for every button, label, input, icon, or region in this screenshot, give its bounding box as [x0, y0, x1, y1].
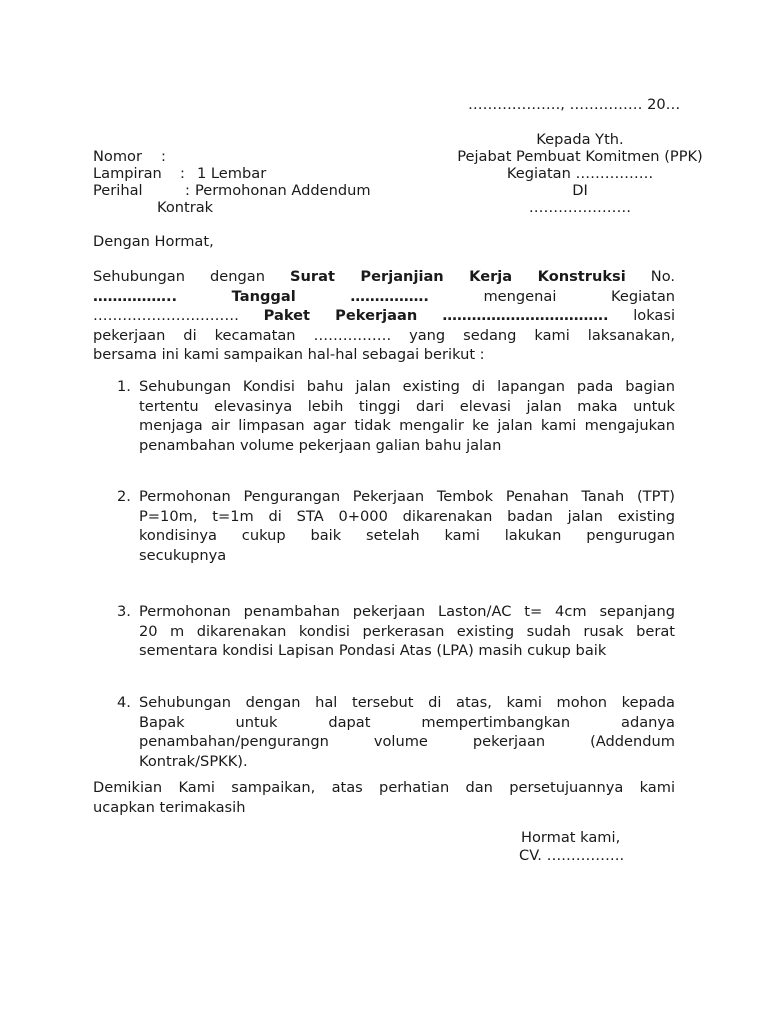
list-item-line: Sehubungan dengan hal tersebut di atas, kami mohon kepada	[139, 694, 675, 711]
list-item-line: 20 m dikarenakan kondisi perkerasan existing sudah rusak berat	[139, 622, 675, 640]
nomor-label: Nomor	[93, 148, 142, 165]
salutation: Dengan Hormat,	[93, 233, 214, 250]
list-item-line: Bapak untuk dapat mempertimbangkan adanya	[139, 713, 675, 731]
lampiran-separator: :	[180, 165, 185, 182]
list-item-line: P=10m, t=1m di STA 0+000 dikarenakan badan jalan existing	[139, 507, 675, 525]
list-item-line: penambahan/pengurangn volume pekerjaan (Addendum	[139, 733, 675, 751]
list-item-line: secukupnya	[139, 546, 227, 564]
signature-greeting: Hormat kami,	[521, 829, 621, 846]
intro-line-1: Sehubungan dengan Surat Perjanjian Kerja Konstruksi No.	[93, 268, 676, 285]
lampiran-label: Lampiran	[93, 165, 162, 182]
list-item-line: tertentu elevasinya lebih tinggi dari elevasi jalan maka untuk	[139, 397, 675, 415]
list-item-line: Kontrak/SPKK).	[139, 752, 248, 770]
list-item-number: 4.	[117, 694, 131, 711]
list-item-line: Permohonan Pengurangan Pekerjaan Tembok Penahan Tanah (TPT)	[139, 488, 675, 505]
recipient-greeting: Kepada Yth.	[536, 131, 624, 148]
intro-line-4: pekerjaan di kecamatan ……………. yang sedang kami laksanakan,	[93, 326, 675, 344]
perihal-label: Perihal	[93, 182, 143, 199]
nomor-separator: :	[161, 148, 166, 165]
list-item-line: Sehubungan Kondisi bahu jalan existing di lapangan pada bagian	[139, 378, 675, 395]
perihal-separator: :	[185, 182, 190, 199]
list-item-line: kondisinya cukup baik setelah kami lakukan pengurugan	[139, 527, 675, 545]
intro-line-5: bersama ini kami sampaikan hal-hal sebagai berikut :	[93, 346, 485, 364]
recipient-di: DI	[572, 182, 588, 199]
closing-paragraph	[93, 778, 675, 817]
date-line: ………………., …………… 20…	[468, 96, 681, 113]
recipient-location: …………………	[528, 199, 632, 216]
perihal-value-continued: Kontrak	[157, 199, 214, 216]
lampiran-value: 1 Lembar	[197, 165, 267, 182]
list-item-number: 3.	[117, 603, 131, 620]
list-item-number: 1.	[117, 378, 131, 395]
list-item-line: penambahan volume pekerjaan galian bahu jalan	[139, 436, 502, 454]
intro-paragraph	[93, 267, 675, 365]
intro-line-3: ………………………… Paket Pekerjaan ……………………………. lokasi	[93, 307, 676, 325]
closing-line-2: ucapkan terimakasih	[93, 798, 246, 816]
recipient-title: Pejabat Pembuat Komitmen (PPK)	[457, 148, 703, 165]
list-item-number: 2.	[117, 488, 131, 505]
list-item-line: menjaga air limpasan agar tidak mengalir ke jalan kami mengajukan	[139, 417, 675, 435]
closing-line-1: Demikian Kami sampaikan, atas perhatian dan persetujuannya kami	[93, 779, 675, 796]
intro-line-2: …………….. Tanggal ……………. mengenai Kegiatan	[93, 287, 676, 305]
recipient-kegiatan: Kegiatan …………….	[506, 165, 654, 182]
list-item-line: Permohonan penambahan pekerjaan Laston/AC t= 4cm sepanjang	[139, 603, 675, 620]
list-item-line: sementara kondisi Lapisan Pondasi Atas (LPA) masih cukup baik	[139, 642, 607, 660]
signature-company: CV. …………….	[519, 847, 625, 864]
perihal-value: Permohonan Addendum	[195, 182, 371, 199]
